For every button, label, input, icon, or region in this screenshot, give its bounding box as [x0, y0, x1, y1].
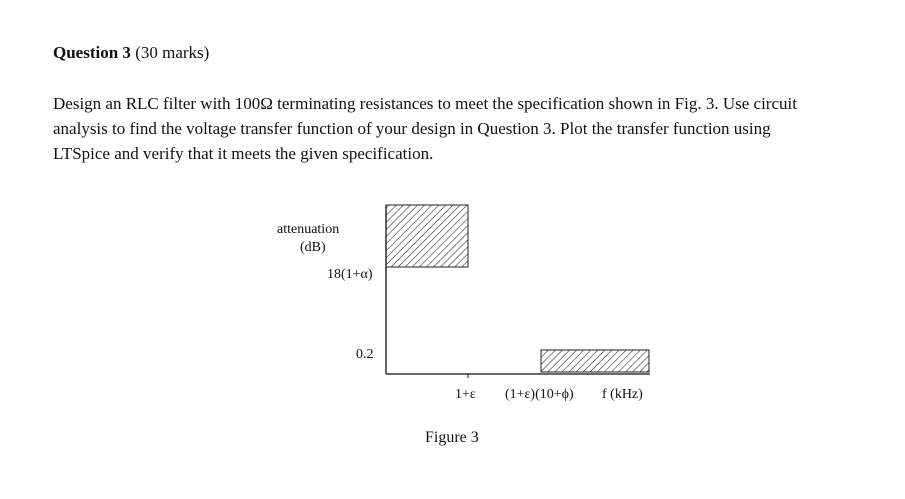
y-axis-unit-label: (dB)	[300, 240, 326, 255]
stopband-hatch-region	[541, 350, 649, 372]
y-tick-label: 0.2	[356, 347, 374, 362]
question-label: Question 3	[53, 43, 131, 62]
x-tick-label: 1+ε	[455, 387, 476, 402]
body-line: Design an RLC filter with 100Ω terminating resistances to meet the specification shown in Fig. 3. Use circuit	[53, 94, 797, 113]
x-axis-label: f (kHz)	[602, 387, 643, 402]
y-axis-label: attenuation	[277, 222, 340, 237]
passband-hatch-region	[386, 205, 468, 267]
body-line: analysis to find the voltage transfer function of your design in Question 3. Plot the transfer function using	[53, 119, 771, 138]
figure-caption: Figure 3	[425, 429, 479, 446]
y-tick-label: 18(1+α)	[327, 267, 373, 282]
x-tick-label: (1+ε)(10+ϕ)	[505, 387, 574, 402]
question-marks: (30 marks)	[135, 43, 210, 62]
body-line: LTSpice and verify that it meets the given specification.	[53, 144, 434, 163]
